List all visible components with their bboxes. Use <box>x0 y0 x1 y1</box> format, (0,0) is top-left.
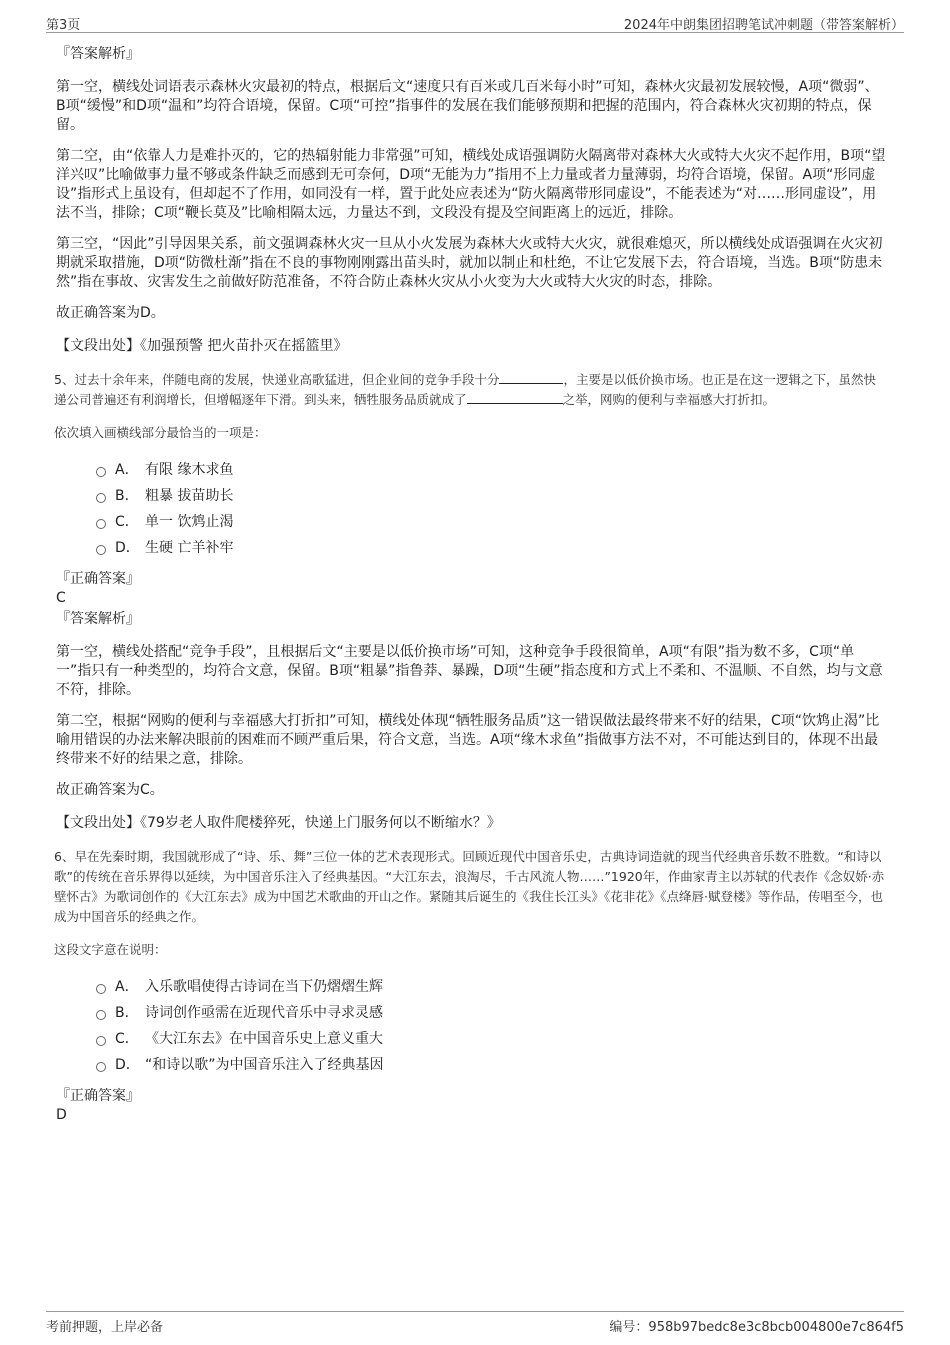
radio-icon[interactable] <box>96 467 106 477</box>
q5-answer: C <box>56 590 66 606</box>
q6-options <box>96 974 888 1078</box>
q5-option-b[interactable]: B． 粗暴 拔苗助长 <box>96 483 888 509</box>
radio-icon[interactable] <box>96 1010 106 1020</box>
q4-analysis-p3: 第三空，“因此”引导因果关系，前文强调森林火灾一旦从小火发展为森林大火或特大火灾，就很难熄灭，所以横线处成语强调在火灾初期就采取措施，D项“防微杜渐”指在不良的事物刚刚露出苗头时，就加以制止和杜绝，不让它发展下去，符合语境，当选。B项“防患未然”指在事故、灾害发生之前做好防范准备，不符合防止森林火灾从小火变为大火或特大火灾的时态，排除。 <box>56 236 883 290</box>
q5-answer-title: 『正确答案』 <box>56 571 140 587</box>
q5-question: 5、过去十余年来，伴随电商的发展，快递业高歌猛进，但企业间的竞争手段十分 ，主要是以低价换市场。也正是在这一逻辑之下，虽然快递公司普遍还有利润增长，但增幅逐年下滑。到头来，牺牲服务品质就成了 之举，网购的便利与幸福感大打折扣。 <box>54 372 876 407</box>
q6-answer-title: 『正确答案』 <box>56 1088 140 1104</box>
q4-analysis-p2: 第二空，由“依靠人力是难扑灭的，它的热辐射能力非常强”可知，横线处成语强调防火隔离带对森林大火或特大火灾不起作用，B项“望洋兴叹”比喻做事力量不够或条件缺乏而感到无可奈何，D项“无能为力”指用不上力量或者力量薄弱，均符合语境，保留。A项“形同虚设”指形式上虽设有，但却起不了作用，如同没有一样，置于此处应表述为“防火隔离带形同虚设”，不能表述为“对……形同虚设”，用法不当，排除；C项“鞭长莫及”比喻相隔太远，力量达不到，文段没有提及空间距离上的远近，排除。 <box>56 148 886 221</box>
document-id: 编号：958b97bedc8e3c8bcb004800e7c864f5 <box>609 1320 904 1335</box>
radio-icon[interactable] <box>96 1036 106 1046</box>
q4-analysis-title: 『答案解析』 <box>56 46 140 62</box>
q6-question: 6、早在先秦时期，我国就形成了“诗、乐、舞”三位一体的艺术表现形式。回顾近现代中国音乐史，古典诗词造就的现当代经典音乐数不胜数。“和诗以歌”的传统在音乐界得以延续，为中国音乐注入了经典基因。“大江东去，浪淘尽，千古风流人物……”1920年，作曲家青主以苏轼的代表作《念奴娇·赤壁怀古》为歌词创作的《大江东去》成为中国艺术歌曲的开山之作。紧随其后诞生的《我住长江头》《花非花》《点绛唇·赋登楼》等作品，传唱至今，也成为中国音乐的经典之作。 <box>54 849 885 924</box>
radio-icon[interactable] <box>96 519 106 529</box>
q5-prompt: 依次填入画横线部分最恰当的一项是： <box>54 425 267 440</box>
q6-option-a[interactable]: A． 入乐歌唱使得古诗词在当下仍熠熠生辉 <box>96 974 888 1000</box>
radio-icon[interactable] <box>96 984 106 994</box>
q5-option-d[interactable]: D． 生硬 亡羊补牢 <box>96 535 888 561</box>
document-title: 2024年中朗集团招聘笔试冲刺题（带答案解析） <box>623 18 904 33</box>
q5-option-c[interactable]: C． 单一 饮鸩止渴 <box>96 509 888 535</box>
q5-analysis-p1: 第一空，横线处搭配“竞争手段”，且根据后文“主要是以低价换市场”可知，这种竞争手段很简单，A项“有限”指为数不多，C项“单一”指只有一种类型的，均符合文意，保留。B项“粗暴”指鲁莽、暴躁，D项“生硬”指态度和方式上不柔和、不温顺、不自然，均与文意不符，排除。 <box>56 644 883 698</box>
radio-icon[interactable] <box>96 1062 106 1072</box>
q5-option-a[interactable]: A． 有限 缘木求鱼 <box>96 457 888 483</box>
footer-slogan: 考前押题，上岸必备 <box>46 1320 164 1335</box>
q6-option-b[interactable]: B． 诗词创作亟需在近现代音乐中寻求灵感 <box>96 1000 888 1026</box>
q6-option-d[interactable]: D． “和诗以歌”为中国音乐注入了经典基因 <box>96 1052 888 1078</box>
q5-blank-2 <box>467 391 563 404</box>
q5-analysis-p2: 第二空，根据“网购的便利与幸福感大打折扣”可知，横线处体现“牺牲服务品质”这一错误做法最终带来不好的结果，C项“饮鸩止渴”比喻用错误的办法来解决眼前的困难而不顾严重后果，符合文意，当选。A项“缘木求鱼”指做事方法不对，不可能达到目的，体现不出最终带来不好的结果之意，排除。 <box>56 713 880 767</box>
page-header <box>46 10 904 33</box>
q5-source: 【文段出处】《79岁老人取件爬楼猝死，快递上门服务何以不断缩水？》 <box>56 815 501 831</box>
q5-conclusion: 故正确答案为C。 <box>56 782 164 798</box>
page-number: 第3页 <box>46 18 81 33</box>
q4-conclusion: 故正确答案为D。 <box>56 305 165 321</box>
q4-analysis-p1: 第一空，横线处词语表示森林火灾最初的特点，根据后文“速度只有百米或几百米每小时”可知，森林火灾最初发展较慢，A项“微弱”、B项“缓慢”和D项“温和”均符合语境，保留。C项“可控”指事件的发展在我们能够预期和把握的范围内，符合森林火灾初期的特点，保留。 <box>56 79 879 133</box>
q6-option-c[interactable]: C． 《大江东去》在中国音乐史上意义重大 <box>96 1026 888 1052</box>
page-footer <box>46 1311 904 1336</box>
q5-blank-1 <box>499 371 563 384</box>
page-content <box>56 44 888 1124</box>
radio-icon[interactable] <box>96 493 106 503</box>
q4-source: 【文段出处】《加强预警 把火苗扑灭在摇篮里》 <box>56 338 348 354</box>
q6-prompt: 这段文字意在说明： <box>54 942 167 957</box>
radio-icon[interactable] <box>96 545 106 555</box>
q5-analysis-title: 『答案解析』 <box>56 611 140 627</box>
q5-options <box>96 457 888 561</box>
q6-answer: D <box>56 1107 67 1123</box>
